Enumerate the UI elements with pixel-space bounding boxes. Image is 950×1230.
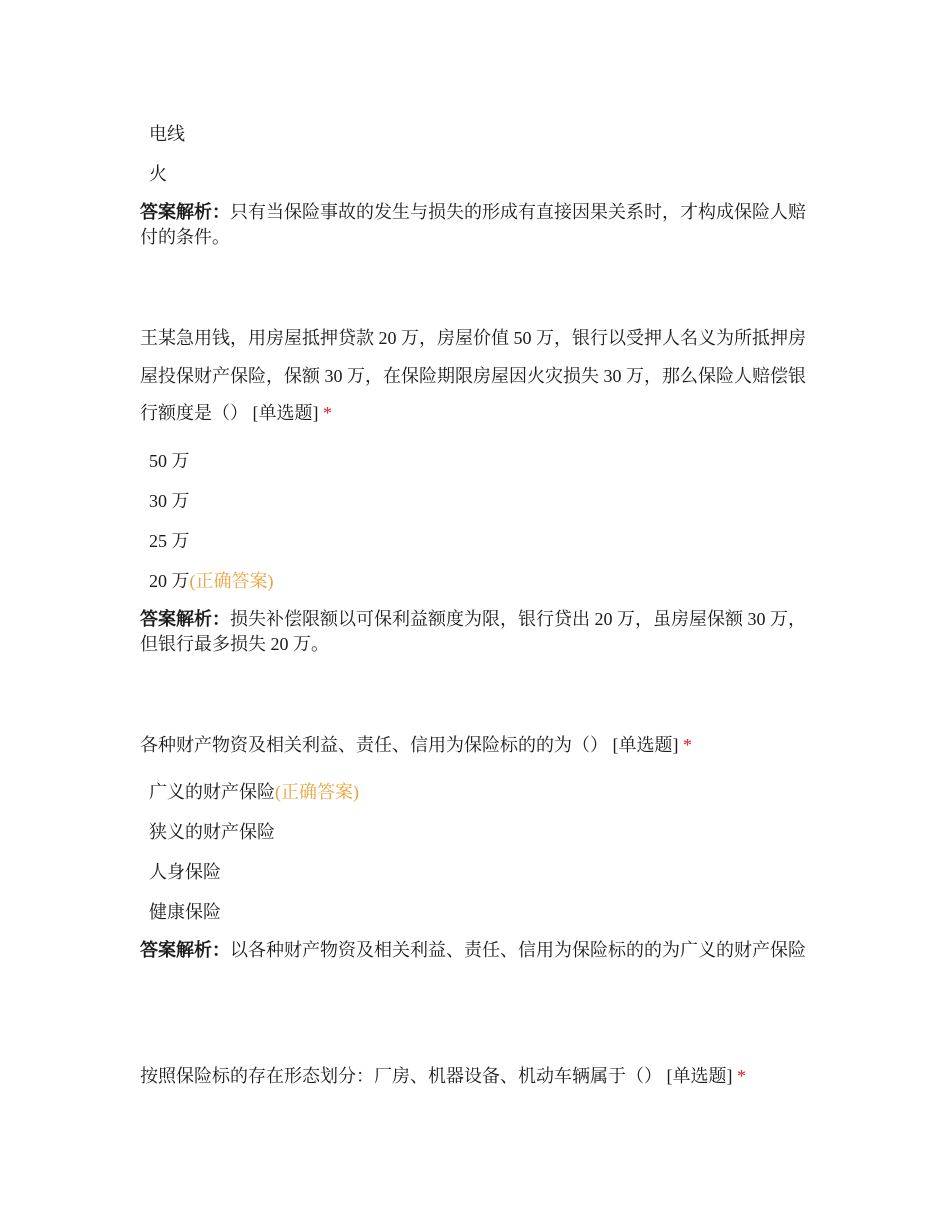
question-text: 各种财产物资及相关利益、责任、信用为保险标的的为（） [单选题] *: [140, 735, 692, 755]
option[interactable]: 25 万: [149, 531, 190, 551]
option-correct[interactable]: 20 万(正确答案): [149, 571, 274, 591]
option[interactable]: 火: [149, 164, 167, 184]
required-mark: *: [737, 1066, 746, 1086]
analysis-text: 只有当保险事故的发生与损失的形成有直接因果关系时，才构成保险人赔付的条件。: [140, 202, 806, 247]
question-type: [单选题]: [612, 735, 679, 755]
option[interactable]: 电线: [149, 124, 185, 144]
option[interactable]: 30 万: [149, 491, 190, 511]
analysis-label: 答案解析：: [140, 940, 230, 960]
analysis-text: 以各种财产物资及相关利益、责任、信用为保险标的的为广义的财产保险: [230, 940, 806, 960]
option[interactable]: 50 万: [149, 451, 190, 471]
analysis-text: 损失补偿限额以可保利益额度为限，银行贷出 20 万，虽房屋保额 30 万，但银行最多损失 20 万。: [140, 609, 806, 654]
question-type: [单选题]: [252, 403, 319, 423]
answer-analysis: [140, 938, 815, 963]
correct-answer-tag: (正确答案): [189, 571, 274, 591]
analysis-label: 答案解析：: [140, 202, 230, 222]
question-text: 王某急用钱，用房屋抵押贷款 20 万，房屋价值 50 万，银行以受押人名义为所抵押房屋投保财产保险，保额 30 万，在保险期限房屋因火灾损失 30 万，那么保险人赔偿银行额度是（） [单选题] *: [140, 328, 806, 423]
option-correct[interactable]: 广义的财产保险(正确答案): [149, 782, 359, 802]
question-type: [单选题]: [666, 1066, 733, 1086]
question-text: 按照保险标的存在形态划分：厂房、机器设备、机动车辆属于（） [单选题] *: [140, 1066, 746, 1086]
option[interactable]: 狭义的财产保险: [149, 822, 275, 842]
answer-analysis: [140, 200, 815, 250]
option[interactable]: 人身保险: [149, 862, 221, 882]
answer-analysis: [140, 607, 815, 657]
required-mark: *: [683, 735, 692, 755]
required-mark: *: [323, 403, 332, 423]
correct-answer-tag: (正确答案): [275, 782, 359, 802]
analysis-label: 答案解析：: [140, 609, 230, 629]
option[interactable]: 健康保险: [149, 902, 221, 922]
